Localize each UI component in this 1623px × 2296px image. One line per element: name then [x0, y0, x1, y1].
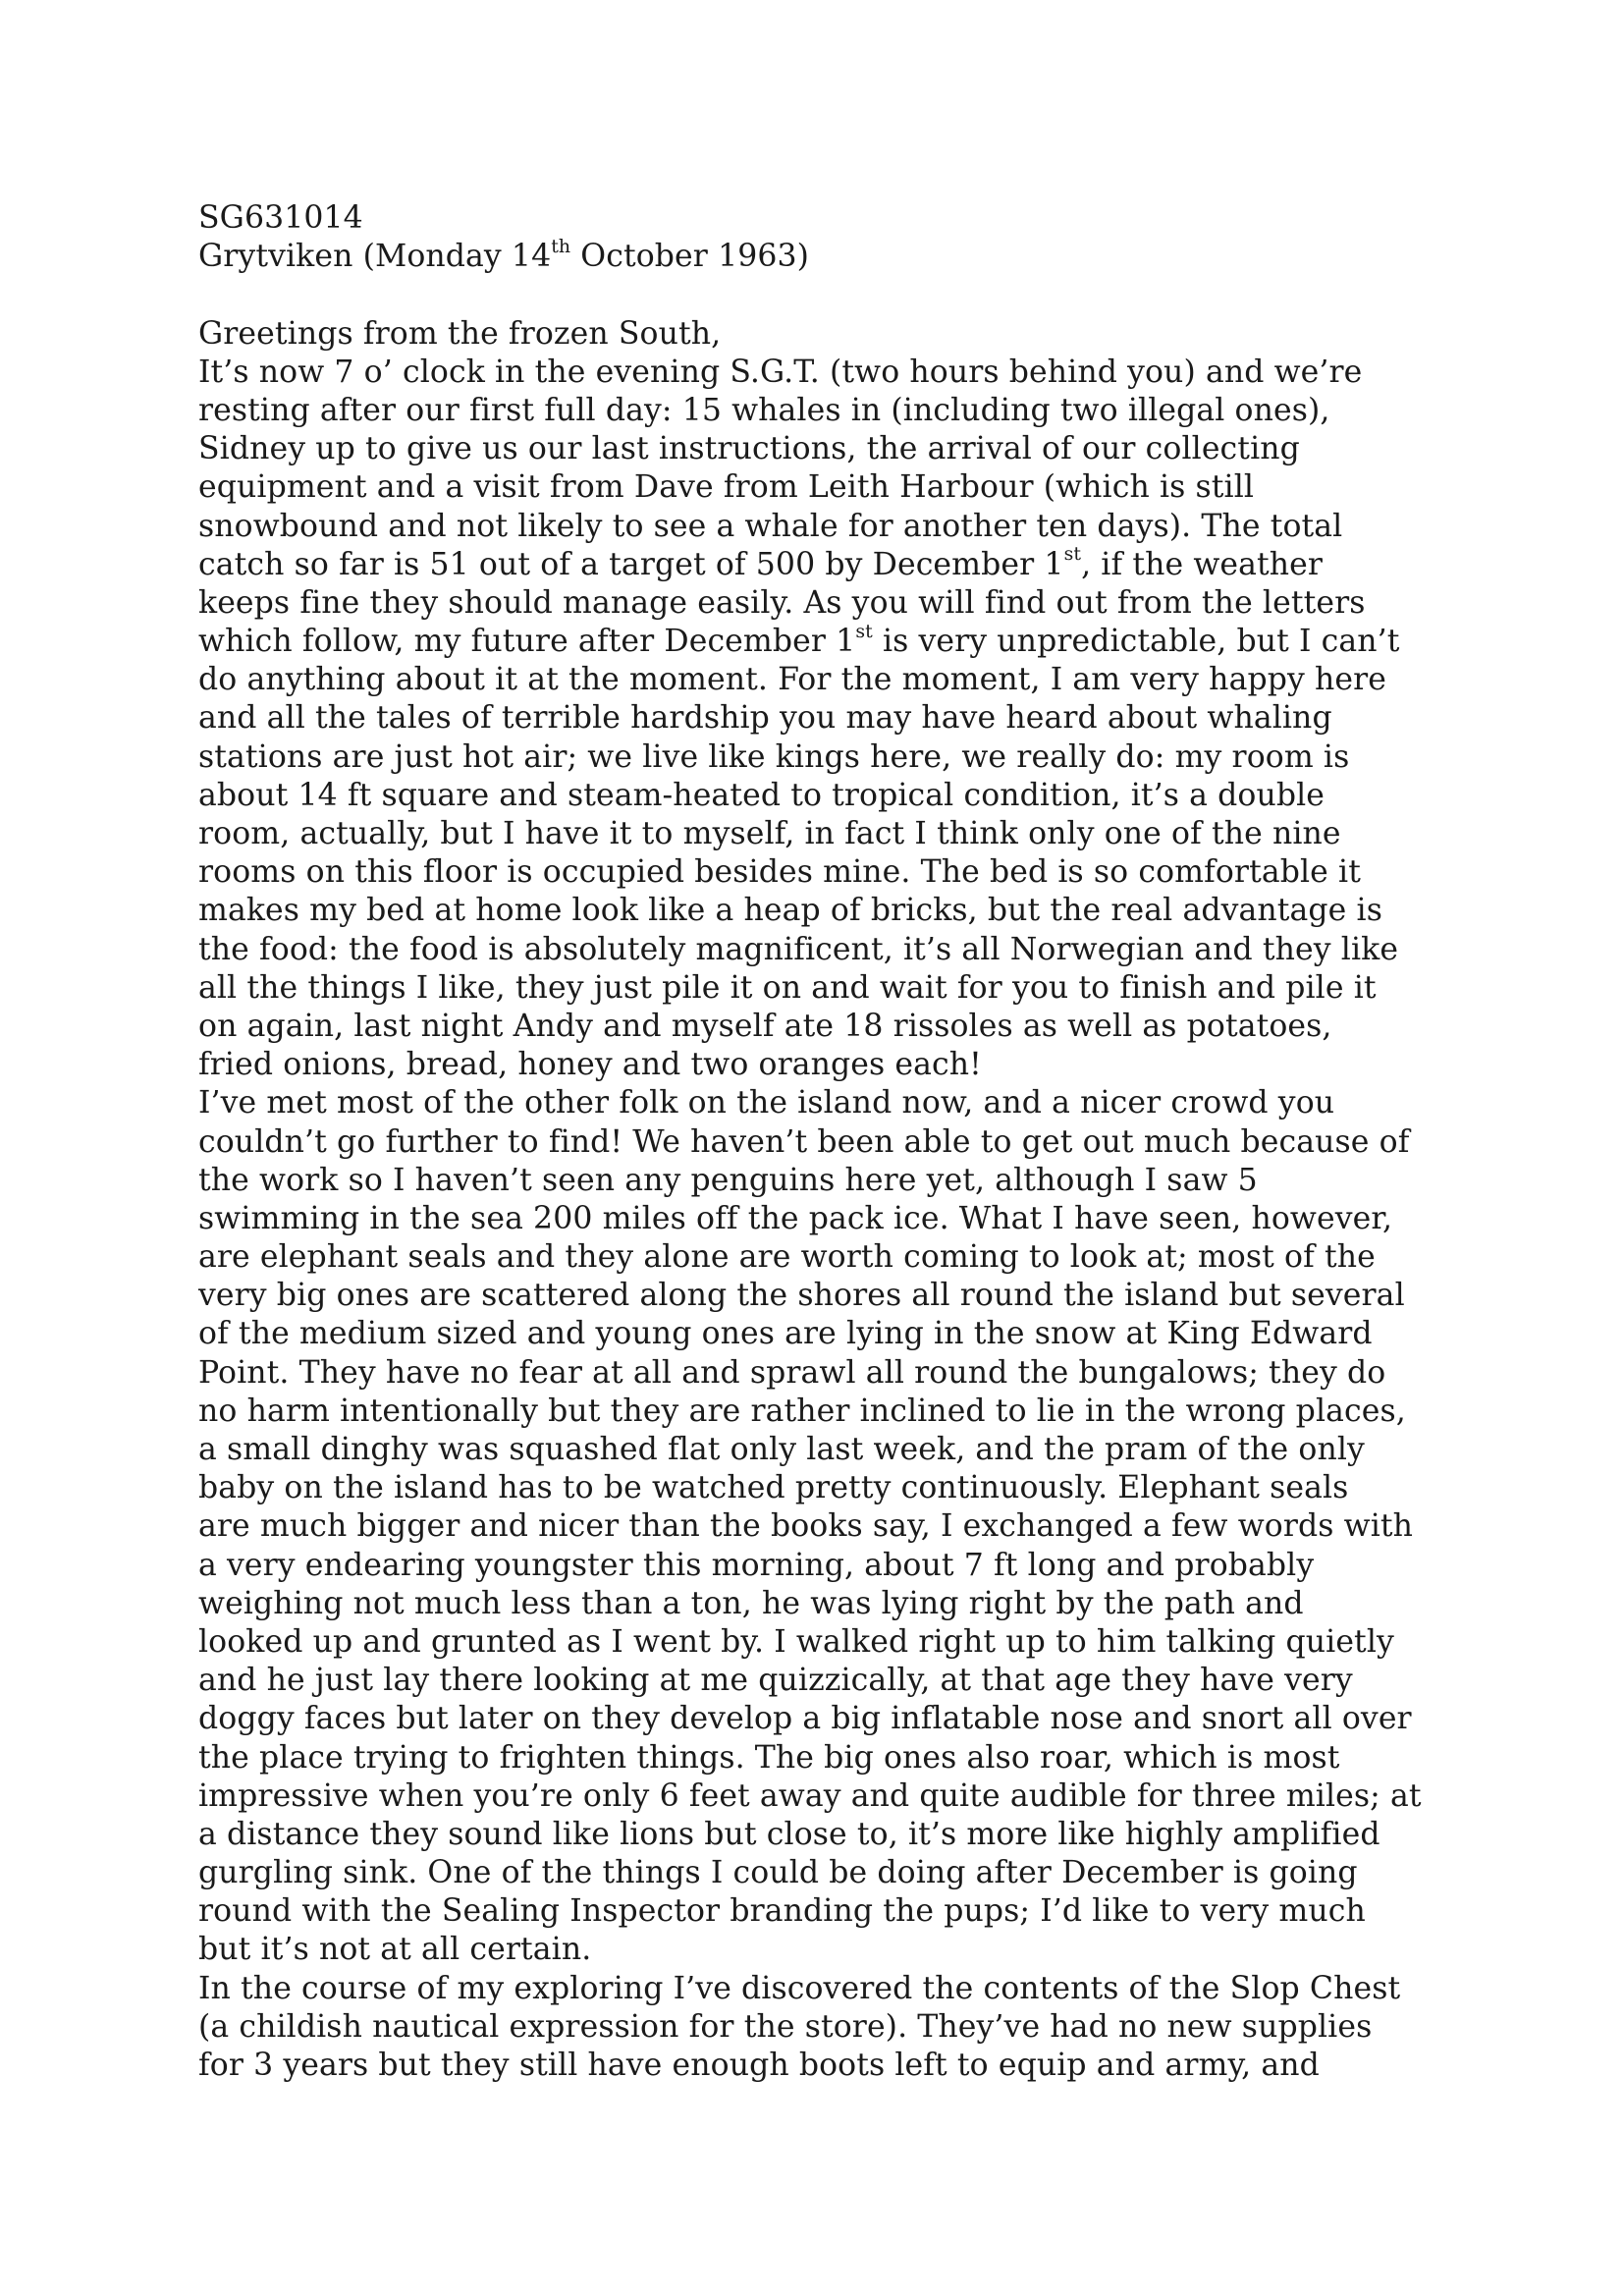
body-line: impressive when you’re only 6 feet away and quite audible for three miles; at [198, 1777, 1422, 1814]
body-line: catch so far is 51 out of a target of 500 by December 1st, if the weather [198, 543, 1324, 582]
letter-reference: SG631014 [198, 200, 363, 236]
body-line: room, actually, but I have it to myself, in fact I think only one of the nine [198, 816, 1341, 851]
body-line: fried onions, bread, honey and two oranges each! [198, 1047, 982, 1083]
body-line: of the medium sized and young ones are lying in the snow at King Edward [198, 1316, 1373, 1352]
body-line: I’ve met most of the other folk on the island now, and a nicer crowd you [198, 1085, 1335, 1121]
body-line: are elephant seals and they alone are worth coming to look at; most of the [198, 1239, 1376, 1276]
body-line: stations are just hot air; we live like kings here, we really do: my room is [198, 738, 1350, 775]
body-line: no harm intentionally but they are rather inclined to lie in the wrong places, [198, 1393, 1406, 1429]
body-line: rooms on this floor is occupied besides mine. The bed is so comfortable it [198, 854, 1361, 891]
body-line: swimming in the sea 200 miles off the pack ice. What I have seen, however, [198, 1200, 1393, 1236]
body-line: looked up and grunted as I went by. I walked right up to him talking quietly [198, 1623, 1394, 1660]
body-line: a small dinghy was squashed flat only last week, and the pram of the only [198, 1432, 1365, 1467]
body-line: keeps fine they should manage easily. As you will find out from the letters [198, 584, 1366, 621]
body-line: Point. They have no fear at all and sprawl all round the bungalows; they do [198, 1354, 1386, 1391]
body-line: a distance they sound like lions but close to, it’s more like highly amplified [198, 1816, 1380, 1852]
body-line: In the course of my exploring I’ve discovered the contents of the Slop Chest [198, 1970, 1401, 2006]
body-line: round with the Sealing Inspector branding the pups; I’d like to very much [198, 1893, 1366, 1930]
body-line: makes my bed at home look like a heap of bricks, but the real advantage is [198, 893, 1382, 929]
body-line: very big ones are scattered along the shores all round the island but several [198, 1278, 1405, 1314]
body-line: but it’s not at all certain. [198, 1932, 592, 1968]
body-line: the work so I haven’t seen any penguins here yet, although I saw 5 [198, 1162, 1258, 1198]
body-line: the food: the food is absolutely magnificent, it’s all Norwegian and they like [198, 931, 1399, 967]
body-line: doggy faces but later on they develop a big inflatable nose and snort all over [198, 1701, 1412, 1737]
body-line: equipment and a visit from Dave from Leith Harbour (which is still [198, 469, 1255, 506]
body-line: and all the tales of terrible hardship you may have heard about whaling [198, 700, 1332, 737]
body-line: which follow, my future after December 1st is very unpredictable, but I can’t [198, 620, 1400, 660]
letter-greeting: Greetings from the frozen South, [198, 315, 722, 352]
letter-place-date: Grytviken (Monday 14th October 1963) [198, 235, 810, 275]
body-line: It’s now 7 o’ clock in the evening S.G.T. (two hours behind you) and we’re [198, 354, 1363, 390]
body-line: snowbound and not likely to see a whale for another ten days). The total [198, 508, 1343, 544]
body-line: are much bigger and nicer than the books say, I exchanged a few words with [198, 1508, 1414, 1545]
body-line: gurgling sink. One of the things I could be doing after December is going [198, 1855, 1358, 1891]
body-line: Sidney up to give us our last instructions, the arrival of our collecting [198, 431, 1300, 467]
letter-page [198, 199, 1465, 2085]
body-line: the place trying to frighten things. The big ones also roar, which is most [198, 1739, 1340, 1776]
blank-line [198, 276, 1465, 314]
body-line: for 3 years but they still have enough boots left to equip and army, and [198, 2048, 1320, 2083]
body-line: do anything about it at the moment. For the moment, I am very happy here [198, 662, 1387, 698]
body-line: resting after our first full day: 15 whales in (including two illegal ones), [198, 392, 1330, 428]
body-line: (a childish nautical expression for the store). They’ve had no new supplies [198, 2008, 1373, 2045]
body-line: and he just lay there looking at me quizzically, at that age they have very [198, 1663, 1353, 1699]
body-line: baby on the island has to be watched pretty continuously. Elephant seals [198, 1470, 1349, 1506]
body-line: couldn’t go further to find! We haven’t been able to get out much because of [198, 1123, 1410, 1160]
body-line: all the things I like, they just pile it on and wait for you to finish and pile it [198, 969, 1377, 1006]
body-line: on again, last night Andy and myself ate 18 rissoles as well as potatoes, [198, 1008, 1332, 1044]
body-line: a very endearing youngster this morning, about 7 ft long and probably [198, 1547, 1315, 1583]
letter-body [198, 354, 1465, 2085]
body-line: about 14 ft square and steam-heated to tropical condition, it’s a double [198, 777, 1325, 813]
body-line: weighing not much less than a ton, he was lying right by the path and [198, 1585, 1304, 1621]
